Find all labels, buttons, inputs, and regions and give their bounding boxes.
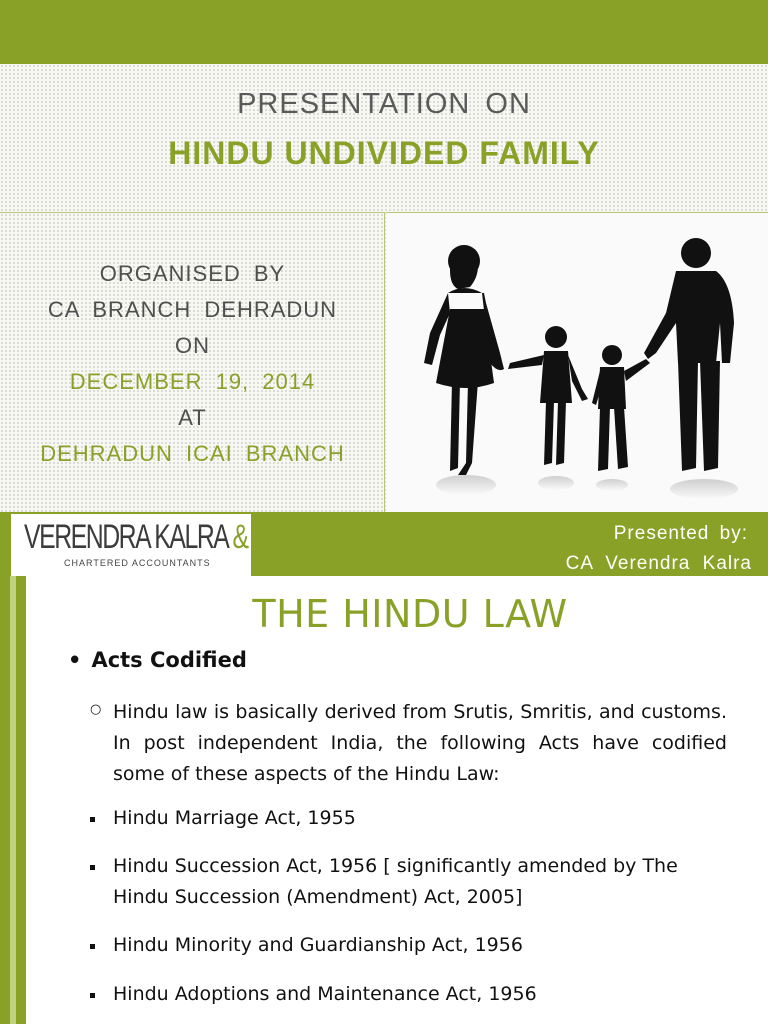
info-on: ON [175,333,210,358]
act-item: Hindu Adoptions and Maintenance Act, 1956 [113,983,537,1005]
family-silhouette-icon [386,213,768,513]
info-date: DECEMBER 19, 2014 [69,369,316,394]
event-info-panel [0,212,385,512]
family-silhouette-image [386,212,768,512]
info-organised-by: ORGANISED BY [99,261,286,286]
main-bullet: • Acts Codified [68,648,247,672]
act-item: Hindu Succession Act, 1956 [ significantly amended by The Hindu Succession (Amendment) Act, 2005] [113,855,678,908]
circle-bullet-icon: ○ [90,702,102,717]
firm-logo-subtitle: CHARTERED ACCOUNTANTS [64,558,211,568]
presented-by-label: Presented by: [613,523,748,544]
presentation-heading: PRESENTATION ON [237,88,531,120]
square-bullet-icon [90,865,95,870]
firm-logo-name: VERENDRA KALRA & CO [24,518,288,556]
square-bullet-icon [90,993,95,998]
info-venue: DEHRADUN ICAI BRANCH [40,441,345,466]
intro-paragraph: Hindu law is basically derived from Srutis, Smritis, and customs. In post independent India, the following Acts have codified some of these aspects of the Hindu Law: [113,701,727,785]
square-bullet-icon [90,817,95,822]
info-at: AT [178,405,207,430]
bullet-dot-icon: • [68,648,82,672]
square-bullet-icon [90,944,95,949]
side-accent-stripe-inner [10,576,16,1024]
slide-title: THE HINDU LAW [252,592,568,636]
presenter-name: CA Verendra Kalra [565,553,752,574]
presentation-title: HINDU UNDIVIDED FAMILY [168,135,600,171]
act-item: Hindu Minority and Guardianship Act, 1956 [113,934,523,956]
top-accent-bar [0,0,768,64]
info-organiser: CA BRANCH DEHRADUN [47,297,338,322]
act-item: Hindu Marriage Act, 1955 [113,807,356,829]
